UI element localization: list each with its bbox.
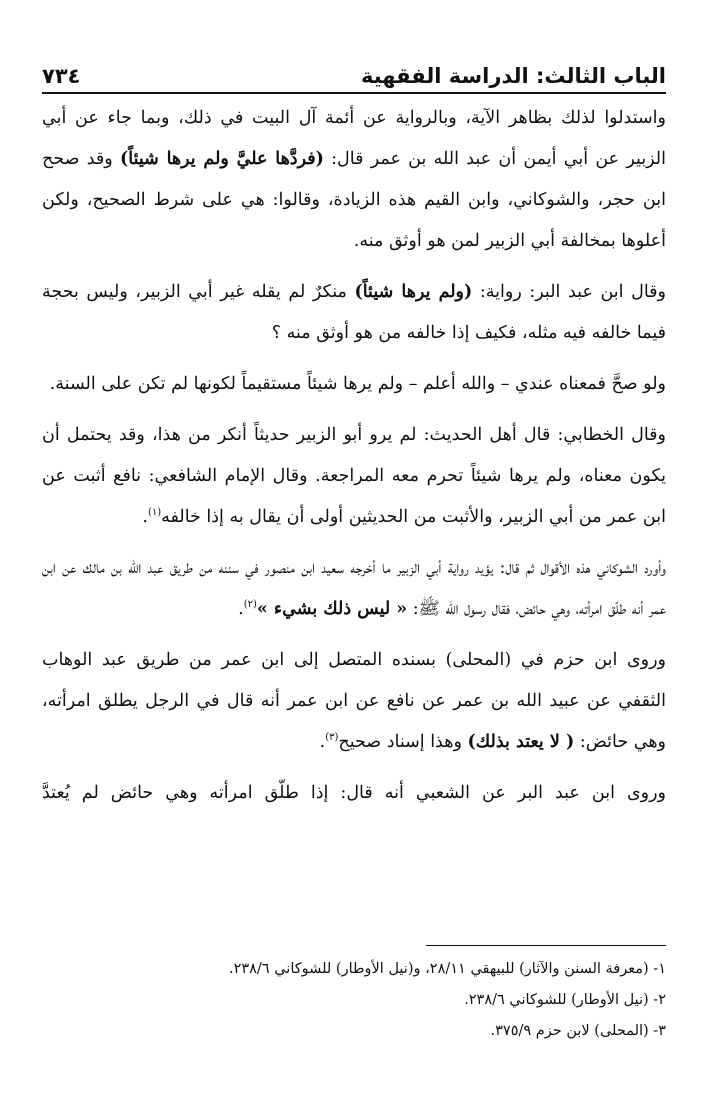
paragraph: [42, 773, 666, 814]
text-run: ولو صحَّ فمعناه عندي – والله أعلم – ولم يرها شيئاً مستقيماً لكونها لم تكن على السنة.: [49, 374, 666, 394]
page-number: ٧٣٤: [42, 64, 81, 88]
running-header: [42, 52, 666, 88]
paragraph: [42, 548, 666, 630]
text-run: وقال الخطابي: قال أهل الحديث: لم يرو أبو الزبير حديثاً أنكر من هذا، وقد يحتمل أن يكون معناه، ولم يرها شيئاً تحرم معه المراجعة. وقال الإمام الشافعي: نافع أثبت عن ابن عمر من أبي الزبير، والأثبت من الحديثين أولى أن يقال به إذا خالفه: [42, 425, 666, 527]
footnote: ٣- (المحلى) لابن حزم ٣٧٥/٩.: [490, 1023, 666, 1039]
text-run: وروى ابن عبد البر عن الشعبي أنه قال: إذا طلّق امرأته وهي حائض لم يُعتدَّ: [42, 783, 666, 803]
text-run: .: [319, 732, 326, 752]
footnote: ١- (معرفة السنن والآثار) للبيهقي ٢٨/١١، و(نيل الأوطار) للشوكاني ٢٣٨/٦.: [228, 961, 666, 977]
text-run: وقد صحح ابن حجر، والشوكاني، وابن القيم هذه الزيادة، وقالوا: هي على شرط الصحيح، ولكن أعلوها بمخالفة أبي الزبير لمن هو أوثق منه.: [42, 149, 666, 251]
paragraph: [42, 98, 666, 262]
text-run: وروى ابن حزم في (المحلى) بسنده المتصل إلى ابن عمر من طريق عبد الوهاب الثقفي عن عبيد الله بن عمر عن نافع عن ابن عمر أنه قال في الرجل يطلق امرأته، وهي حائض:: [42, 650, 666, 752]
text-run: واستدلوا لذلك بظاهر الآية، وبالرواية عن أئمة آل البيت في ذلك، وبما جاء عن أبي الزبير عن أبي أيمن أن عبد الله بن عمر قال:: [42, 108, 666, 169]
text-run: .: [142, 507, 148, 527]
paragraph: [42, 272, 666, 354]
text-run: وقال ابن عبد البر: رواية:: [472, 282, 666, 302]
text-run: وأورد الشوكاني هذه الأقوال ثم قال: يؤيد رواية أبي الزبير ما أخرجه سعيد ابن منصور في سننه من طريق عبد الله بن مالك عن ابن عمر أنه طلّق امرأته، وهي حائض، فقال رسول الله ﷺ:: [42, 558, 666, 619]
paragraph: [42, 640, 666, 763]
quoted-text: (ولم يرها شيئاً): [354, 282, 473, 302]
footnote-divider: [426, 945, 666, 946]
chapter-title: الباب الثالث: الدراسة الفقهية: [360, 64, 666, 88]
footnotes: [42, 954, 666, 1047]
paragraph: [42, 415, 666, 538]
text-run: وهذا إسناد صحيح: [338, 732, 468, 752]
paragraph: [42, 364, 666, 405]
footnote: ٢- (نيل الأوطار) للشوكاني ٢٣٨/٦.: [464, 992, 666, 1008]
text-run: منكرٌ لم يقله غير أبي الزبير، وليس بحجة فيما خالفه فيه مثله، فكيف إذا خالفه من هو أوثق منه ؟: [42, 282, 666, 343]
quoted-text: (فردَّها عليَّ ولم يرها شيئاً): [119, 149, 324, 169]
header-divider: [42, 92, 666, 94]
footnote-ref: (٢): [243, 599, 257, 611]
quoted-text: ( لا يعتد بذلك): [467, 732, 575, 752]
footnote-ref: (٣): [325, 732, 339, 744]
main-text: [42, 98, 666, 814]
text-run: .: [238, 599, 244, 619]
footnote-ref: (١): [147, 507, 162, 519]
quoted-text: « ليس ذلك بشيء »: [256, 599, 408, 619]
